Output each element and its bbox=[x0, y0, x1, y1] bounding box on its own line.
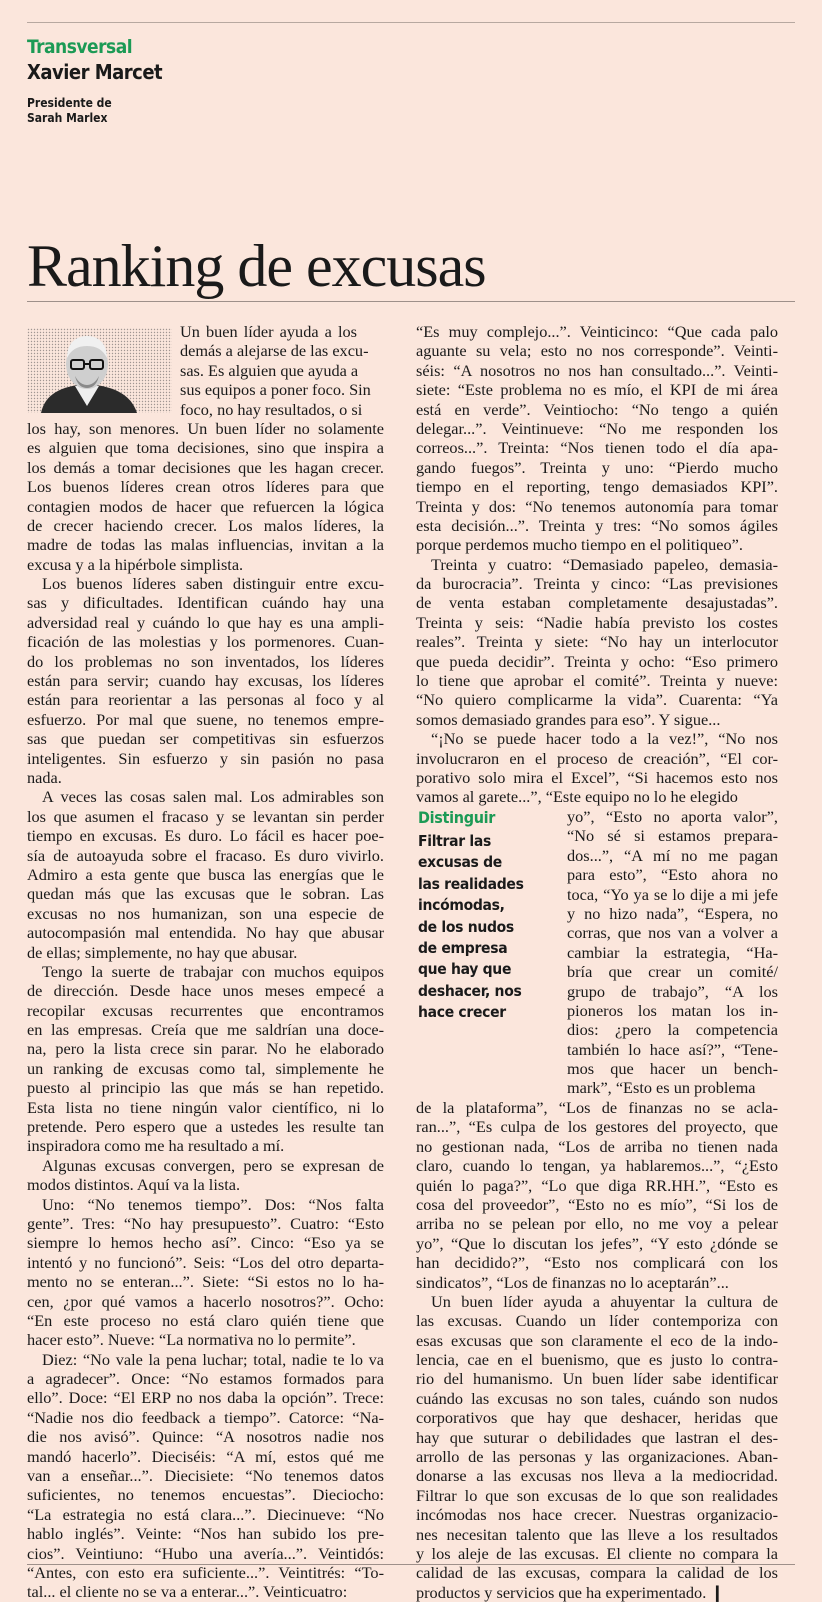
text-line: también lo hace así?”, “Tene- bbox=[567, 1039, 778, 1059]
text-line: quién lo paga?”, “Lo que diga RR.HH.”, “Esto es bbox=[416, 1175, 778, 1195]
text-line: grupo de trabajo”, “A los bbox=[567, 981, 778, 1001]
text-line: gando fuegos”. Treinta y uno: “Pierdo mucho bbox=[416, 457, 778, 477]
text-line: inspiradora como me ha resultado a mí. bbox=[27, 1136, 285, 1156]
text-line: Treinta y seis: “Nadie había previsto los costes bbox=[416, 612, 778, 632]
pull-quote-line: incómodas, bbox=[418, 896, 505, 915]
text-line: siete: “Este problema no es mío, el KPI de mi área bbox=[416, 380, 778, 400]
text-line: ficación de las molestias y los pormenores. Cuan- bbox=[27, 632, 384, 652]
text-line: esas excusas que son claramente el eco de la indo- bbox=[416, 1330, 778, 1350]
text-line: están para reorientar a las personas al foco y al bbox=[27, 690, 384, 710]
text-line: los que asumen el fracaso y se levantan sin perder bbox=[27, 806, 384, 826]
text-line: están para servir; cuando hay excusas, los líderes bbox=[27, 671, 384, 691]
text-line: incómodas nos hace crecer. Nuestras organizacio- bbox=[416, 1505, 778, 1525]
text-line: modos distintos. Aquí va la lista. bbox=[27, 1175, 241, 1195]
text-line: nada. bbox=[27, 767, 62, 787]
text-line: séis: “A nosotros no nos han consultado...”. Veinti- bbox=[416, 360, 778, 380]
text-line: cen, ¿por qué vamos a hacerlo nosotros?”. Ocho: bbox=[27, 1291, 384, 1311]
text-line: “Nadie nos dio feedback a tiempo”. Catorce: “Na- bbox=[27, 1407, 384, 1427]
text-line: a agradecer”. Once: “No estamos formados para bbox=[27, 1369, 384, 1389]
text-line: claro, cuando lo tengan, ya hablaremos...”, “¿Esto bbox=[416, 1156, 778, 1176]
text-line: gente”. Tres: “No hay presupuesto”. Cuatro: “Esto bbox=[27, 1213, 384, 1233]
text-line: toca, “Yo ya se lo dije a mi jefe bbox=[567, 884, 778, 904]
text-line: Filtrar lo que son excusas de lo que son realidades bbox=[416, 1485, 778, 1505]
text-line: excusas no nos humanizan, son una especie de bbox=[27, 903, 384, 923]
text-line: sus equipos a poner foco. Sin bbox=[180, 380, 371, 400]
text-line: correos...”. Treinta: “Nos tienen todo el día apa- bbox=[416, 438, 778, 458]
text-line: de ellas; simplemente, no hay que abusar. bbox=[27, 942, 298, 962]
author-role-line-1: Presidente de bbox=[27, 96, 112, 110]
text-line: tal... el cliente no se va a enterar...”. Veinticuatro: bbox=[27, 1582, 348, 1602]
text-line: contagien modos de hacer que refuercen la lógica bbox=[27, 496, 384, 516]
text-line: arriba no se pelean por ello, no me voy a pelear bbox=[416, 1214, 778, 1234]
text-line: quedan más que las excusas que le sobran. Las bbox=[27, 884, 384, 904]
text-line: na, pero la lista crece sin parar. No he elaborado bbox=[27, 1039, 384, 1059]
text-line: foco, no hay resultados, o si bbox=[180, 399, 363, 419]
pull-quote-line: excusas de bbox=[418, 853, 502, 872]
text-line: lo tiene que aprobar el comité”. Treinta y nueve: bbox=[416, 671, 778, 691]
text-line: arrollo de las personas y las organizaciones. Aban- bbox=[416, 1447, 778, 1467]
text-line: de la plataforma”, “Los de finanzas no se acla- bbox=[416, 1098, 778, 1117]
text-line: mandó hacerlo”. Dieciséis: “A mí, estos qué me bbox=[27, 1446, 384, 1466]
pull-quote bbox=[418, 808, 546, 1024]
text-line: yo”, “Esto no aporta valor”, bbox=[567, 807, 778, 826]
text-line: cambiar la estrategia, “Ha- bbox=[567, 942, 778, 962]
text-line: sas. Es alguien que ayuda a bbox=[180, 360, 359, 380]
text-line: dios: ¿pero la competencia bbox=[567, 1020, 778, 1040]
text-line: Los buenos líderes saben distinguir entre excu- bbox=[42, 574, 384, 594]
text-line: porativo solo mira el Excel”, “Si hacemos esto nos bbox=[416, 767, 778, 787]
pull-quote-line: Filtrar las bbox=[418, 832, 491, 850]
text-line: delegar...”. Veintinueve: “No me responden los bbox=[416, 418, 778, 438]
text-line: Un buen líder ayuda a ahuyentar la cultura de bbox=[431, 1291, 778, 1311]
text-line: adversidad real y cuándo lo que hay es una ampli- bbox=[27, 612, 384, 632]
text-line: tiempo en el reporting, tengo demasiados KPI”. bbox=[416, 477, 778, 497]
pull-quote-text bbox=[418, 831, 546, 1024]
text-line: y los aleje de las excusas. El cliente no compara la bbox=[416, 1543, 778, 1563]
text-line: de dirección. Desde hace unos meses empecé a bbox=[27, 981, 384, 1001]
text-line: esfuerzo. Por mal que suene, no tenemos empre- bbox=[27, 709, 384, 729]
text-line: A veces las cosas salen mal. Los admirables son bbox=[42, 787, 384, 807]
text-line: demás a alejarse de las excu- bbox=[180, 341, 369, 361]
text-line: en las empresas. Creía que me saldrían una doce- bbox=[27, 1020, 384, 1040]
text-line: han decidido?”, “Esto nos complicará con los bbox=[416, 1253, 778, 1273]
text-line: Treinta y cuatro: “Demasiado papeleo, demasia- bbox=[431, 554, 778, 574]
text-line: mos que hacer un bench- bbox=[567, 1059, 778, 1079]
article-column-left bbox=[27, 322, 384, 1602]
section-label: Transversal bbox=[27, 36, 133, 58]
text-line: no gestionan nada, “Los de arriba no tienen nada bbox=[416, 1136, 778, 1156]
text-line: intentó y no funcionó”. Seis: “Los del otro departa- bbox=[27, 1252, 384, 1272]
text-line: puesto al principio las que más se han repetido. bbox=[27, 1078, 384, 1098]
text-line: sía de autoayuda sobre el fracaso. Es duro vivirlo. bbox=[27, 845, 384, 865]
text-line: hacer esto”. Nueve: “La normativa no lo permite”. bbox=[27, 1330, 356, 1350]
text-line: Tengo la suerte de trabajar con muchos equipos bbox=[42, 961, 384, 981]
text-line: involucraron en el proceso de creación”, “El cor- bbox=[416, 748, 778, 768]
pull-quote-line: de empresa bbox=[418, 939, 508, 958]
text-line: esta decisión...”. Treinta y tres: “No somos ágiles bbox=[416, 515, 778, 535]
text-line: Admiro a esta gente que busca las energías que le bbox=[27, 864, 384, 884]
text-line: corporativos que hay que deshacer, heridas que bbox=[416, 1408, 778, 1428]
text-line: da burocracia”. Treinta y cinco: “Las previsiones bbox=[416, 574, 778, 594]
text-line: cosa del proveedor”, “Esto no es mío”, “Si los de bbox=[416, 1194, 778, 1214]
text-line: sas y dificultades. Identifican cuándo hay una bbox=[27, 593, 384, 613]
text-line: los demás a tomar decisiones que les hagan crecer. bbox=[27, 457, 384, 477]
text-line: corras, que nos van a volver a bbox=[567, 923, 778, 943]
text-line: die nos avisó”. Quince: “A nosotros nadie nos bbox=[27, 1427, 384, 1447]
text-line: está en verde”. Veintiocho: “No tengo a quién bbox=[416, 399, 778, 419]
text-line: las excusas. Cuando un líder contemporiza con bbox=[416, 1311, 778, 1331]
text-line: “Antes, con esto era suficiente...”. Veintitrés: “To- bbox=[27, 1563, 384, 1582]
text-line: hay que suturar o debilidades que lastran el des- bbox=[416, 1427, 778, 1447]
text-line: Un buen líder ayuda a los bbox=[180, 322, 357, 341]
text-line: reales”. Treinta y siete: “No hay un interlocutor bbox=[416, 632, 778, 652]
text-line: es alguien que toma decisiones, sino que inspira a bbox=[27, 438, 384, 458]
text-line: de crecer haciendo crecer. Los malos líderes, la bbox=[27, 515, 384, 535]
author-name: Xavier Marcet bbox=[27, 60, 163, 84]
text-line: porque perdemos mucho tiempo en el politiqueo”. bbox=[416, 535, 743, 555]
text-line: tiempo en excusas. Es duro. Lo fácil es hacer poe- bbox=[27, 826, 384, 846]
text-line: productos y servicios que ha experimentado. ❙ bbox=[416, 1582, 724, 1602]
text-line: inteligentes. Sin esfuerzo y sin pasión no pasa bbox=[27, 748, 384, 768]
text-line: mento no se enteran...”. Siete: “Si estos no lo ha- bbox=[27, 1272, 384, 1292]
article-column-right-narrow bbox=[567, 807, 778, 1098]
text-line: madre de todas las malas influencias, invitan a la bbox=[27, 535, 384, 555]
text-line: vamos al garete...”, “Este equipo no lo he elegido bbox=[416, 787, 738, 807]
text-line: somos demasiado grandes para eso”. Y sigue... bbox=[416, 709, 721, 729]
text-line: yo”, “Que lo discutan los jefes”, “Y esto ¿dónde se bbox=[416, 1233, 778, 1253]
text-line: rio del humanismo. Un buen líder sabe identificar bbox=[416, 1369, 778, 1389]
headline-rule bbox=[27, 301, 795, 302]
text-line: ello”. Doce: “El ERP no nos daba la opción”. Trece: bbox=[27, 1388, 384, 1408]
text-line: pioneros los matan los in- bbox=[567, 1000, 778, 1020]
text-line: mark”, “Esto es un problema bbox=[567, 1078, 756, 1098]
text-line: ran...”, “Es culpa de los gestores del proyecto, que bbox=[416, 1117, 778, 1137]
text-line: Esta lista no tiene ningún valor científico, ni lo bbox=[27, 1097, 384, 1117]
author-role-line-2: Sarah Marlex bbox=[27, 111, 108, 125]
text-line: siempre lo hemos hecho así”. Cinco: “Eso ya se bbox=[27, 1233, 384, 1253]
text-line: Algunas excusas convergen, pero se expresan de bbox=[42, 1155, 384, 1175]
text-line: suficientes, no tenemos encuestas”. Dieciocho: bbox=[27, 1485, 384, 1505]
text-line: pretende. Pero espero que a ustedes les resulte tan bbox=[27, 1117, 384, 1137]
text-line: Los buenos líderes crean otros líderes para que bbox=[27, 477, 384, 497]
text-line: donarse a las excusas nos lleva a la mediocridad. bbox=[416, 1466, 778, 1486]
text-line: “La estrategia no está clara...”. Diecinueve: “No bbox=[27, 1504, 384, 1524]
text-line: autocompasión mal entendida. No hay que abusar bbox=[27, 923, 384, 943]
headline: Ranking de excusas bbox=[27, 233, 486, 299]
text-line: “No sé si estamos prepara- bbox=[567, 826, 778, 846]
pull-quote-line: de los nudos bbox=[418, 917, 514, 936]
text-line: hablo inglés”. Veinte: “Nos han subido los pre- bbox=[27, 1524, 384, 1544]
text-line: recopilar excusas recurrentes que encontramos bbox=[27, 1000, 384, 1020]
top-rule bbox=[27, 22, 795, 23]
text-line: un ranking de excusas como tal, simplemente he bbox=[27, 1058, 384, 1078]
text-line: dos...”, “A mí no me pagan bbox=[567, 845, 778, 865]
article-column-right-bottom bbox=[416, 1098, 778, 1602]
text-line: “No quiero complicarme la vida”. Cuarenta: “Ya bbox=[416, 690, 778, 710]
text-line: “En este proceso no está claro quién tiene que bbox=[27, 1310, 384, 1330]
text-line: nes necesitan talento que las lleve a los resultados bbox=[416, 1524, 778, 1544]
text-line: y no hizo nada”, “Espera, no bbox=[567, 903, 778, 923]
pull-quote-line: las realidades bbox=[418, 874, 524, 893]
pull-quote-kicker: Distinguir bbox=[418, 808, 496, 827]
text-line: sas que puedan ser competitivas sin esfuerzos bbox=[27, 729, 384, 749]
text-line: que pueda decidir”. Treinta y ocho: “Eso primero bbox=[416, 651, 778, 671]
pull-quote-line: que hay que bbox=[418, 960, 512, 979]
text-line: excusa y a la hipérbole simplista. bbox=[27, 554, 244, 574]
text-line: van a enseñar...”. Diecisiete: “No tenemos datos bbox=[27, 1466, 384, 1486]
text-line: cuándo las excusas no son tales, cuándo son nudos bbox=[416, 1388, 778, 1408]
pull-quote-line: hace crecer bbox=[418, 1003, 506, 1022]
text-line: “¡No se puede hacer todo a la vez!”, “No nos bbox=[431, 729, 778, 749]
text-line: “Es muy complejo...”. Veinticinco: “Que cada palo bbox=[416, 322, 778, 341]
text-line: aguante su vela; esto no nos corresponde”. Veinti- bbox=[416, 341, 778, 361]
pull-quote-line: deshacer, nos bbox=[418, 981, 522, 1000]
text-line: do los problemas no son inventados, los líderes bbox=[27, 651, 384, 671]
text-line: calidad de las excusas, compara la calidad de los bbox=[416, 1563, 778, 1583]
article-column-right-top bbox=[416, 322, 778, 807]
text-line: Uno: “No tenemos tiempo”. Dos: “Nos falta bbox=[42, 1194, 384, 1214]
text-line: de venta estaban completamente desajustadas”. bbox=[416, 593, 778, 613]
text-line: lencia, cae en el buenismo, que es justo lo contra- bbox=[416, 1350, 778, 1370]
text-line: para esto”, “Esto ahora no bbox=[567, 865, 778, 885]
text-line: bría que crear un comité/ bbox=[567, 962, 778, 982]
text-line: Treinta y dos: “No tenemos autonomía para tomar bbox=[416, 496, 778, 516]
text-line: sindicatos”, “Los de finanzas no lo aceptarán”... bbox=[416, 1272, 729, 1292]
text-line: Diez: “No vale la pena luchar; total, nadie te lo va bbox=[42, 1349, 384, 1369]
text-line: cios”. Veintiuno: “Hubo una avería...”. Veintidós: bbox=[27, 1543, 384, 1563]
text-line: los hay, son menores. Un buen líder no solamente bbox=[27, 418, 384, 438]
